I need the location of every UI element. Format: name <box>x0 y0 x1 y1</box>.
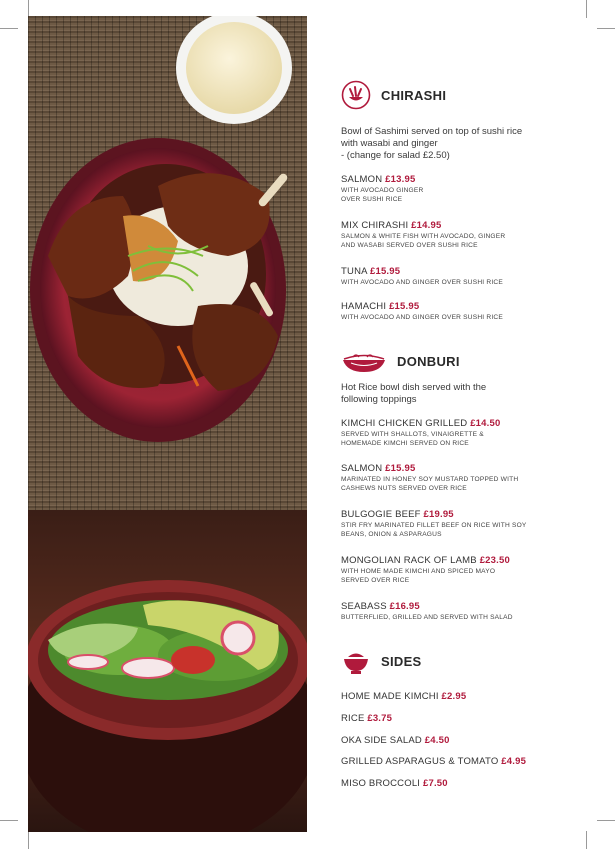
item-name: GRILLED ASPARAGUS & TOMATO <box>341 756 499 767</box>
crop-mark <box>28 831 29 849</box>
grilled-meat-bowl-illustration <box>28 16 307 510</box>
item-name: SALMON <box>341 463 383 474</box>
crop-mark <box>0 820 18 821</box>
item-price: £4.95 <box>501 756 527 767</box>
item-desc: WITH AVOCADO AND GINGER OVER SUSHI RICE <box>341 279 503 286</box>
item-desc: HOMEMADE KIMCHI SERVED ON RICE <box>341 440 469 447</box>
donburi-intro <box>341 382 581 406</box>
item-price: £14.50 <box>470 418 501 429</box>
menu-item <box>341 735 591 747</box>
item-name: RICE <box>341 713 365 724</box>
intro-line: following toppings <box>341 394 417 405</box>
bowl-icon <box>341 646 371 676</box>
menu-item <box>341 555 591 585</box>
item-price: £23.50 <box>479 555 510 566</box>
item-name: KIMCHI CHICKEN GRILLED <box>341 418 468 429</box>
menu-item <box>341 778 591 790</box>
menu-item <box>341 220 591 250</box>
menu-item <box>341 301 591 322</box>
item-desc: WITH HOME MADE KIMCHI AND SPICED MAYO <box>341 568 496 575</box>
menu-item <box>341 509 591 539</box>
sides-title: SIDES <box>381 653 422 669</box>
item-name: SEABASS <box>341 601 387 612</box>
menu-item <box>341 174 591 204</box>
crop-mark <box>586 0 587 18</box>
menu-item <box>341 691 591 703</box>
intro-line: Bowl of Sashimi served on top of sushi rice <box>341 126 523 137</box>
item-desc: SERVED OVER RICE <box>341 577 410 584</box>
item-price: £16.95 <box>389 601 420 612</box>
donburi-title: DONBURI <box>397 353 460 369</box>
item-desc: WITH AVOCADO AND GINGER OVER SUSHI RICE <box>341 314 503 321</box>
donburi-header <box>341 346 460 376</box>
crop-mark <box>0 28 18 29</box>
item-desc: CASHEWS NUTS SERVED OVER RICE <box>341 485 467 492</box>
item-price: £15.95 <box>385 463 416 474</box>
item-name: MISO BROCCOLI <box>341 778 421 789</box>
crop-mark <box>597 820 615 821</box>
intro-line: with wasabi and ginger <box>341 138 438 149</box>
menu-item <box>341 601 591 622</box>
item-desc: BUTTERFLIED, GRILLED AND SERVED WITH SALAD <box>341 614 513 621</box>
item-name: HAMACHI <box>341 301 387 312</box>
item-name: SALMON <box>341 174 383 185</box>
crop-mark <box>597 28 615 29</box>
item-desc: WITH AVOCADO GINGER <box>341 187 424 194</box>
chirashi-intro <box>341 126 581 162</box>
menu-item <box>341 756 591 768</box>
item-price: £4.50 <box>424 735 450 746</box>
item-desc: BEANS, ONION & ASPARAGUS <box>341 531 442 538</box>
item-price: £15.95 <box>389 301 420 312</box>
item-name: MONGOLIAN RACK OF LAMB <box>341 555 477 566</box>
item-price: £15.95 <box>369 266 401 277</box>
intro-line: Hot Rice bowl dish served with the <box>341 382 487 393</box>
rice-bowl-icon <box>341 346 387 376</box>
menu-item <box>341 266 591 287</box>
fish-bowl-icon <box>341 80 371 110</box>
salad-bowl-photo <box>28 510 307 832</box>
menu-item <box>341 418 591 448</box>
item-price: £7.50 <box>422 778 448 789</box>
item-name: TUNA <box>341 266 368 277</box>
menu-item <box>341 713 591 725</box>
item-desc: SALMON & WHITE FISH WITH AVOCADO, GINGER <box>341 233 506 240</box>
item-price: £19.95 <box>423 509 454 520</box>
item-name: OKA SIDE SALAD <box>341 735 422 746</box>
sides-header <box>341 646 422 676</box>
item-desc: AND WASABI SERVED OVER SUSHI RICE <box>341 242 478 249</box>
item-name: BULGOGIE BEEF <box>341 509 421 520</box>
menu-item <box>341 463 591 493</box>
item-price: £13.95 <box>385 174 416 185</box>
item-name: MIX CHIRASHI <box>341 220 409 231</box>
item-price: £3.75 <box>367 713 393 724</box>
intro-line: - (change for salad £2.50) <box>341 150 450 161</box>
item-desc: STIR FRY MARINATED FILLET BEEF ON RICE WITH SOY <box>341 522 527 529</box>
item-desc: MARINATED IN HONEY SOY MUSTARD TOPPED WITH <box>341 476 519 483</box>
item-desc: SERVED WITH SHALLOTS, VINAIGRETTE & <box>341 431 484 438</box>
crop-mark <box>586 831 587 849</box>
chirashi-title: CHIRASHI <box>381 87 447 103</box>
item-price: £14.95 <box>411 220 442 231</box>
item-price: £2.95 <box>441 691 467 702</box>
salad-bowl-illustration <box>28 510 307 832</box>
chirashi-header <box>341 80 446 110</box>
item-name: HOME MADE KIMCHI <box>341 691 439 702</box>
item-desc: OVER SUSHI RICE <box>341 196 403 203</box>
grilled-meat-bowl-photo <box>28 16 307 510</box>
